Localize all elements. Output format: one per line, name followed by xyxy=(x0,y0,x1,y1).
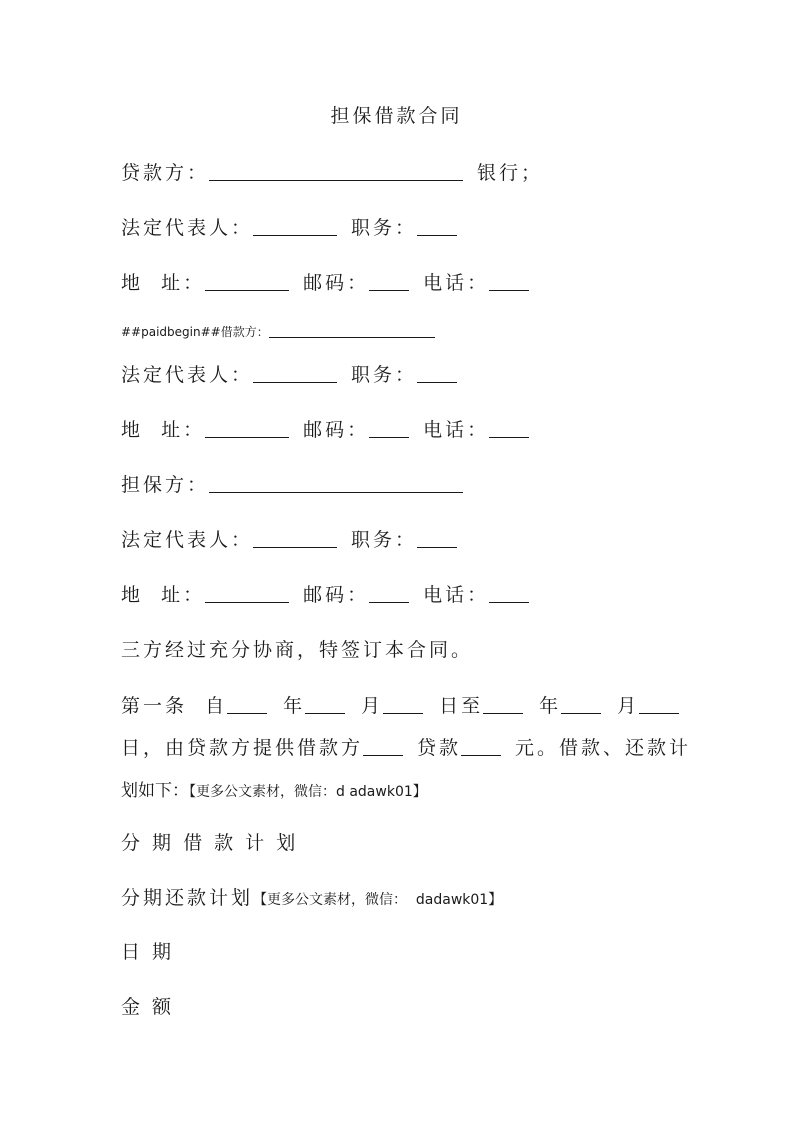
guarantor-rep-blank[interactable] xyxy=(253,529,337,548)
plan-repay-line xyxy=(121,886,502,912)
borrower-rep-line xyxy=(121,363,457,387)
lender-label: 贷款方： xyxy=(121,162,210,184)
borrower-zip-label: 邮码： xyxy=(303,419,370,441)
lender-duty-label: 职务： xyxy=(351,217,418,239)
borrower-duty-label: 职务： xyxy=(351,364,418,386)
document-title: 担保借款合同 xyxy=(330,105,463,127)
month1-label: 月 xyxy=(361,695,384,717)
article1-line3-start: 划如下： xyxy=(121,781,189,801)
guarantor-addr-blank[interactable] xyxy=(205,584,289,603)
guarantor-rep-line xyxy=(121,528,457,552)
lender-rep-line xyxy=(121,216,457,240)
guarantor-tel-blank[interactable] xyxy=(489,584,529,603)
lender-line xyxy=(121,161,543,185)
guarantor-addr-label: 地 址： xyxy=(121,584,206,606)
plan-repay-note: 【更多公文素材，微信： dadawk01】 xyxy=(253,892,503,908)
guarantor-duty-blank[interactable] xyxy=(417,529,457,548)
end-month-blank[interactable] xyxy=(561,695,601,714)
borrower-addr-blank[interactable] xyxy=(205,419,289,438)
lender-zip-label: 邮码： xyxy=(303,272,370,294)
lender-suffix: 银行； xyxy=(477,162,544,184)
agreement-text: 三方经过充分协商，特签订本合同。 xyxy=(121,639,474,661)
plan-borrow-heading: 分 期 借 款 计 划 xyxy=(121,832,299,854)
paid-marker: ##paidbegin## xyxy=(121,325,221,339)
start-day-blank[interactable] xyxy=(383,695,423,714)
borrower-addr-line xyxy=(121,418,529,442)
lender-addr-label: 地 址： xyxy=(121,272,206,294)
guarantor-rep-label: 法定代表人： xyxy=(121,529,254,551)
plan-repay-heading: 分期还款计划 xyxy=(121,887,254,909)
guarantor-zip-blank[interactable] xyxy=(369,584,409,603)
lender-addr-blank[interactable] xyxy=(205,272,289,291)
lender-addr-line xyxy=(121,271,529,295)
day-to-label: 日至 xyxy=(439,695,484,717)
year1-label: 年 xyxy=(283,695,306,717)
guarantor-label: 担保方： xyxy=(121,474,210,496)
borrower-blank[interactable] xyxy=(269,326,435,338)
start-month-blank[interactable] xyxy=(305,695,345,714)
article1-line2-start: 日，由贷款方提供借款方 xyxy=(121,737,364,759)
loan-purpose-blank[interactable] xyxy=(363,737,403,756)
borrower-tel-blank[interactable] xyxy=(489,419,529,438)
end-day-blank[interactable] xyxy=(639,695,679,714)
guarantor-duty-label: 职务： xyxy=(351,529,418,551)
guarantor-zip-label: 邮码： xyxy=(303,584,370,606)
lender-rep-label: 法定代表人： xyxy=(121,217,254,239)
guarantor-addr-line xyxy=(121,583,529,607)
loan-amount-blank[interactable] xyxy=(461,737,501,756)
lender-tel-blank[interactable] xyxy=(489,272,529,291)
lender-zip-blank[interactable] xyxy=(369,272,409,291)
loan-label: 贷款 xyxy=(417,737,462,759)
article1-line1 xyxy=(121,694,679,718)
lender-tel-label: 电话： xyxy=(423,272,490,294)
guarantor-blank[interactable] xyxy=(209,474,463,493)
borrower-line xyxy=(121,320,435,344)
lender-rep-blank[interactable] xyxy=(253,217,337,236)
date-label: 日 期 xyxy=(121,941,175,963)
amount-label: 金 额 xyxy=(121,996,175,1018)
lender-blank[interactable] xyxy=(209,162,463,181)
article1-line3 xyxy=(121,778,427,804)
article1-line2 xyxy=(121,736,691,760)
lender-duty-blank[interactable] xyxy=(417,217,457,236)
month2-label: 月 xyxy=(617,695,640,717)
borrower-rep-blank[interactable] xyxy=(253,364,337,383)
start-year-blank[interactable] xyxy=(227,695,267,714)
article1-line2-end: 元。借款、还款计 xyxy=(515,737,692,759)
borrower-duty-blank[interactable] xyxy=(417,364,457,383)
borrower-rep-label: 法定代表人： xyxy=(121,364,254,386)
borrower-zip-blank[interactable] xyxy=(369,419,409,438)
article1-prefix: 第一条 自 xyxy=(121,695,228,717)
end-year-blank[interactable] xyxy=(483,695,523,714)
guarantor-tel-label: 电话： xyxy=(423,584,490,606)
borrower-label: 借款方： xyxy=(220,325,269,339)
article1-note: 【更多公文素材，微信：d adawk01】 xyxy=(189,784,427,800)
borrower-addr-label: 地 址： xyxy=(121,419,206,441)
guarantor-line xyxy=(121,473,463,497)
borrower-tel-label: 电话： xyxy=(423,419,490,441)
year2-label: 年 xyxy=(539,695,562,717)
